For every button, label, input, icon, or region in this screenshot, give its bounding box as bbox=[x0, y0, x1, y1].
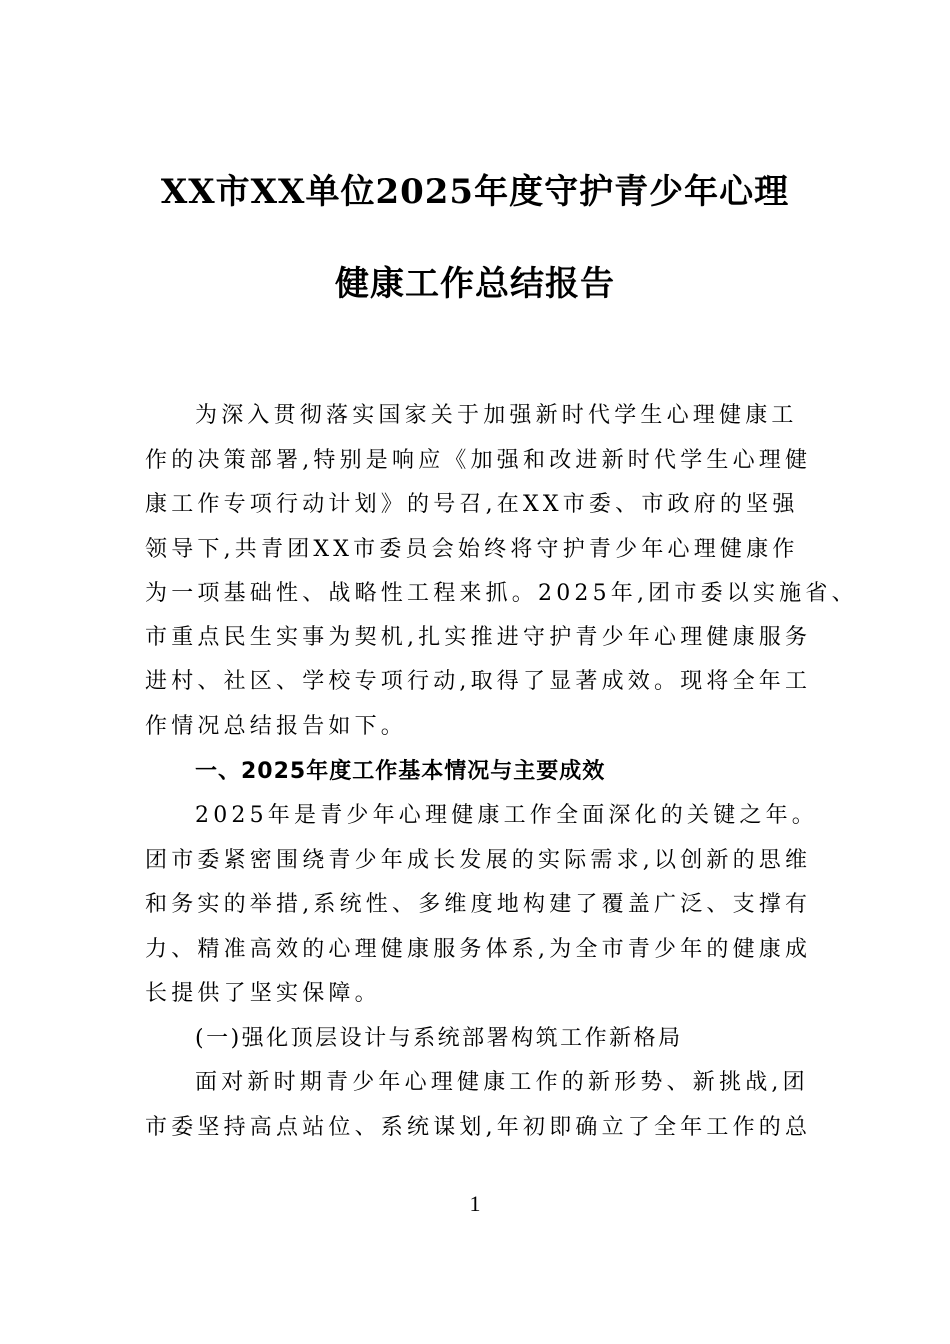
intro-line: 为一项基础性、战略性工程来抓。2025年,团市委以实施省、 bbox=[145, 581, 858, 606]
intro-line: 作的决策部署,特别是响应《加强和改进新时代学生心理健 bbox=[145, 448, 812, 473]
intro-line: 进村、社区、学校专项行动,取得了显著成效。现将全年工 bbox=[145, 669, 812, 694]
section-paragraph-line: 2025年是青少年心理健康工作全面深化的关键之年。 bbox=[195, 803, 818, 828]
intro-line: 康工作专项行动计划》的号召,在XX市委、市政府的坚强 bbox=[145, 492, 799, 517]
document-title-line-2: 健康工作总结报告 bbox=[335, 264, 615, 304]
page-number: 1 bbox=[469, 1191, 481, 1216]
section-heading: 一、2025年度工作基本情况与主要成效 bbox=[195, 759, 606, 784]
subsection-heading: (一)强化顶层设计与系统部署构筑工作新格局 bbox=[195, 1026, 683, 1051]
section-paragraph-line: 团市委紧密围绕青少年成长发展的实际需求,以创新的思维 bbox=[145, 848, 812, 873]
subsection-paragraph-line: 面对新时期青少年心理健康工作的新形势、新挑战,团 bbox=[195, 1070, 809, 1095]
section-paragraph-line: 长提供了坚实保障。 bbox=[145, 981, 381, 1006]
intro-line: 领导下,共青团XX市委员会始终将守护青少年心理健康作 bbox=[145, 537, 799, 562]
intro-line: 作情况总结报告如下。 bbox=[145, 714, 408, 739]
section-paragraph-line: 力、精准高效的心理健康服务体系,为全市青少年的健康成 bbox=[145, 937, 812, 962]
document-title-line-1: XX市XX单位2025年度守护青少年心理 bbox=[160, 172, 790, 212]
subsection-paragraph-line: 市委坚持高点站位、系统谋划,年初即确立了全年工作的总 bbox=[145, 1115, 812, 1140]
intro-line: 市重点民生实事为契机,扎实推进守护青少年心理健康服务 bbox=[145, 625, 812, 650]
section-paragraph-line: 和务实的举措,系统性、多维度地构建了覆盖广泛、支撑有 bbox=[145, 892, 812, 917]
intro-line: 为深入贯彻落实国家关于加强新时代学生心理健康工 bbox=[195, 403, 798, 428]
